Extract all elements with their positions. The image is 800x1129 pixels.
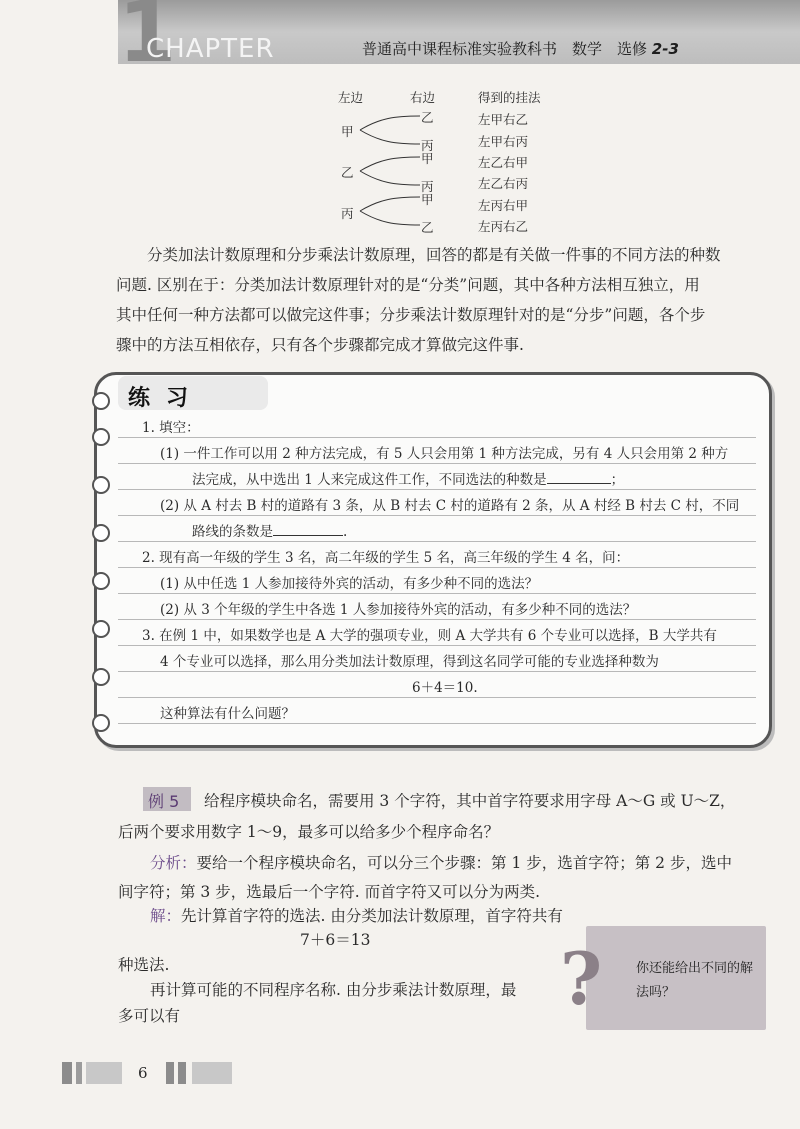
footer-bar [192, 1062, 232, 1084]
binder-ring-icon [92, 620, 110, 638]
exercise-q3-formula: 6＋4＝10. [412, 680, 478, 696]
exercise-q2-1: (1) 从中任选 1 人参加接待外宾的活动，有多少种不同的选法？ [160, 576, 539, 592]
exercise-q1-2b: 路线的条数是 . [192, 524, 348, 540]
binder-ring-icon [92, 476, 110, 494]
ruled-line [118, 671, 756, 672]
ruled-line [118, 437, 756, 438]
exercise-q1: 1. 填空： [142, 420, 200, 436]
exercise-q2-2: (2) 从 3 个年级的学生中各选 1 人参加接待外宾的活动，有多少种不同的选法？ [160, 602, 637, 618]
paragraph-line: 分类加法计数原理和分步乘法计数原理，回答的都是有关做一件事的不同方法的种数 [147, 246, 721, 264]
example-label: 例 5 [148, 792, 180, 811]
tree-leaf: 丙 [421, 179, 434, 194]
exercise-q1-2a: (2) 从 A 村去 B 村的道路有 3 条，从 B 村去 C 村的道路有 2 条，从 A 村经 B 村去 C 村，不同 [160, 498, 740, 514]
ruled-line [118, 645, 756, 646]
branch-line [360, 130, 420, 144]
analysis-label: 分析： [150, 854, 197, 872]
paragraph-line: 问题. 区别在于：分类加法计数原理针对的是“分类”问题，其中各种方法相互独立，用 [116, 276, 700, 294]
solution-formula: 7＋6＝13 [300, 931, 371, 949]
tree-col-left: 左边 [338, 90, 364, 105]
exercise-q2: 2. 现有高一年级的学生 3 名，高二年级的学生 5 名，高三年级的学生 4 名，问： [142, 550, 630, 566]
tree-result: 左甲右丙 [478, 134, 529, 149]
binder-ring-icon [92, 572, 110, 590]
exercise-q3c: 这种算法有什么问题？ [160, 706, 295, 722]
binder-ring-icon [92, 428, 110, 446]
exercise-q1-1a: (1) 一件工作可以用 2 种方法完成，有 5 人只会用第 1 种方法完成，另有 4 人只会用第 2 种方 [160, 446, 729, 462]
page-number: 6 [138, 1064, 148, 1082]
footer-bar [178, 1062, 186, 1084]
exercise-title: 练习 [128, 386, 205, 411]
chapter-label: CHAPTER [146, 34, 275, 64]
solution-line1: 解：先计算首字符的选法. 由分类加法计数原理，首字符共有 [150, 907, 563, 925]
solution-line-next2: 多可以有 [118, 1007, 181, 1025]
question-mark-icon: ? [560, 936, 603, 1021]
branch-line [360, 157, 420, 171]
main-paragraph [116, 240, 756, 360]
footer-bar [76, 1062, 82, 1084]
tree-leaf: 丙 [421, 138, 434, 153]
footer-bar [62, 1062, 72, 1084]
branch-line [360, 197, 420, 211]
tree-result: 左丙右甲 [478, 198, 529, 213]
tree-result: 左乙右丙 [478, 176, 529, 191]
tree-result: 左甲右乙 [478, 112, 529, 127]
chapter-number: 1 [118, 0, 177, 64]
tree-result: 左丙右乙 [478, 219, 529, 234]
tree-leaf: 甲 [421, 151, 434, 166]
ruled-line [118, 593, 756, 594]
exercise-q1-1b: 法完成，从中选出 1 人来完成这件工作，不同选法的种数是 ； [192, 472, 625, 488]
analysis-line2: 间字符；第 3 步，选最后一个字符. 而首字符又可以分为两类. [118, 883, 540, 901]
ruled-line [118, 697, 756, 698]
tree-root: 甲 [341, 124, 354, 139]
ruled-line [118, 515, 756, 516]
paragraph-line: 其中任何一种方法都可以做完这件事；分步乘法计数原理针对的是“分步”问题，各个步 [116, 306, 706, 324]
answer-blank[interactable] [547, 483, 611, 484]
ruled-line [118, 463, 756, 464]
tree-result: 左乙右甲 [478, 155, 529, 170]
binder-ring-icon [92, 392, 110, 410]
binder-ring-icon [92, 668, 110, 686]
exercise-q3b: 4 个专业可以选择，那么用分类加法计数原理，得到这名同学可能的专业选择种数为 [160, 654, 659, 670]
ruled-line [118, 619, 756, 620]
solution-label: 解： [150, 907, 182, 925]
solution-line-next1: 再计算可能的不同程序名称. 由分步乘法计数原理，最 [150, 981, 517, 999]
example-line2: 后两个要求用数字 1～9，最多可以给多少个程序命名？ [118, 823, 500, 841]
branch-line [360, 116, 420, 130]
ruled-line [118, 541, 756, 542]
tree-leaf: 乙 [421, 110, 434, 125]
tree-leaf: 乙 [421, 220, 434, 235]
side-note-text: 你还能给出不同的解法吗？ [636, 961, 754, 1000]
tree-col-result: 得到的挂法 [478, 90, 541, 105]
branch-line [360, 171, 420, 185]
tree-leaf: 甲 [421, 192, 434, 207]
footer-bar [166, 1062, 174, 1084]
branch-line [360, 211, 420, 225]
binder-ring-icon [92, 524, 110, 542]
ruled-line [118, 723, 756, 724]
answer-blank[interactable] [273, 535, 343, 536]
book-title: 普通高中课程标准实验教科书 数学 选修 2-3 [362, 40, 679, 58]
solution-line-kinds: 种选法. [118, 956, 170, 974]
example-line1: 给程序模块命名，需要用 3 个字符，其中首字符要求用字母 A～G 或 U～Z， [204, 792, 736, 810]
ruled-line [118, 567, 756, 568]
tree-root: 丙 [341, 206, 354, 221]
footer-bar [86, 1062, 122, 1084]
binder-ring-icon [92, 714, 110, 732]
exercise-q3a: 3. 在例 1 中，如果数学也是 A 大学的强项专业，则 A 大学共有 6 个专业可以选择，B 大学共有 [142, 628, 717, 644]
tree-col-right: 右边 [410, 90, 436, 105]
paragraph-line: 骤中的方法互相依存，只有各个步骤都完成才算做完这件事. [116, 336, 524, 354]
analysis-line1: 分析：要给一个程序模块命名，可以分三个步骤：第 1 步，选首字符；第 2 步，选中 [150, 854, 732, 872]
book-volume: 2-3 [651, 40, 679, 58]
ruled-line [118, 489, 756, 490]
tree-root: 乙 [341, 165, 354, 180]
